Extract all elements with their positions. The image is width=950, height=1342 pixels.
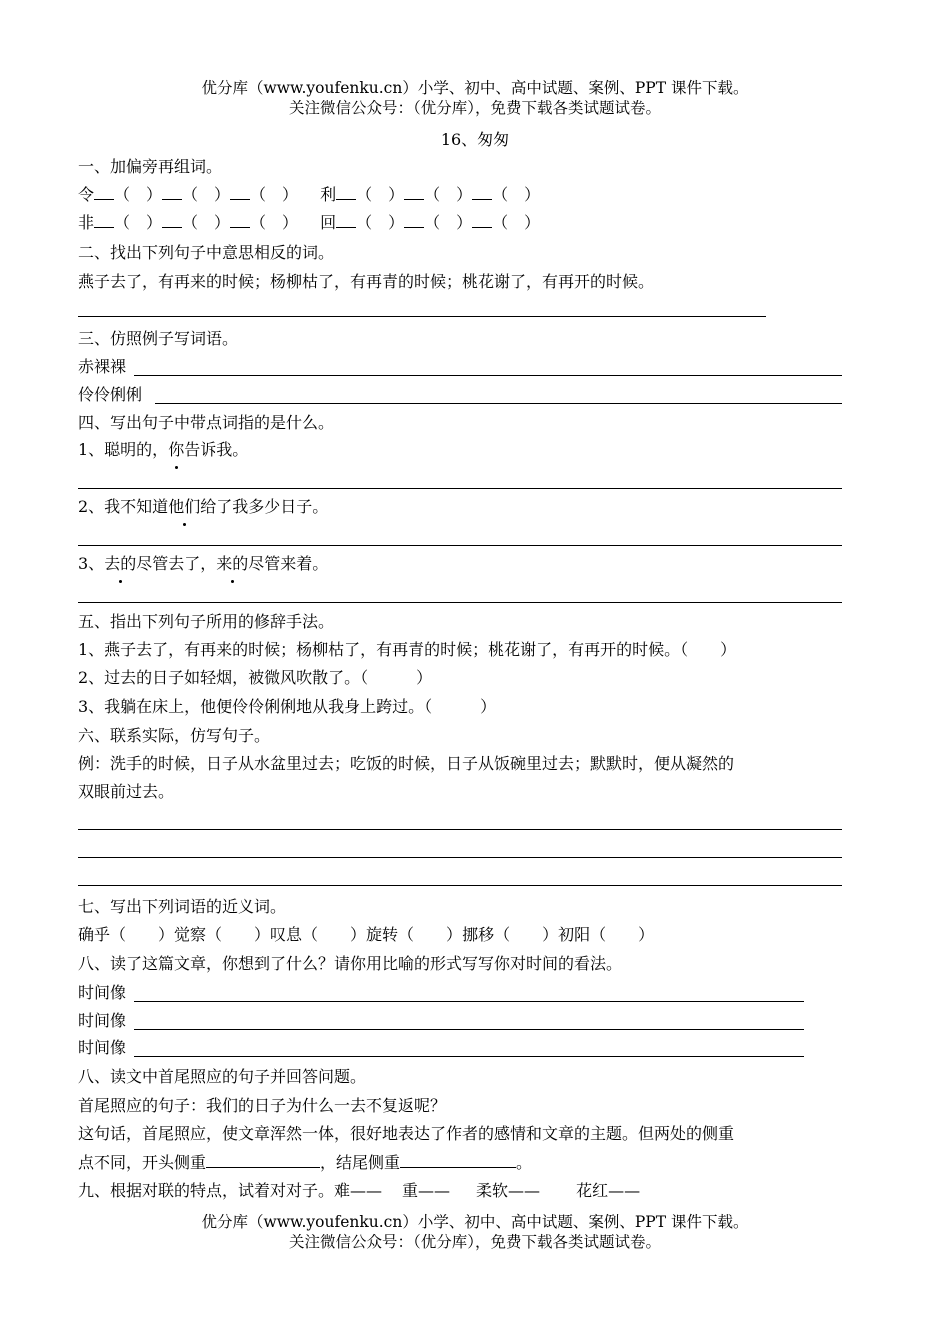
q3-text: 尽管去了， xyxy=(136,554,217,573)
paren: （ ） xyxy=(424,185,473,204)
answer-blank[interactable] xyxy=(94,185,114,200)
answer-blank[interactable] xyxy=(336,185,356,200)
answer-blank[interactable] xyxy=(472,213,492,228)
answer-blank[interactable] xyxy=(404,213,424,228)
section-4-q3 xyxy=(78,554,328,574)
section-5-q2: 2、过去的日子如轻烟，被微风吹散了。（ ） xyxy=(78,668,433,687)
footer-line-1: 优分库（www.youfenku.cn）小学、初中、高中试题、案例、PPT 课件下载。 xyxy=(201,1213,749,1231)
section-4-heading: 四、写出句子中带点词指的是什么。 xyxy=(78,413,335,432)
couplet-item: 重—— xyxy=(402,1181,451,1200)
q2-text: 2、我不知道 xyxy=(78,497,169,516)
section-1-row-1 xyxy=(78,185,540,205)
answer-line[interactable] xyxy=(134,1056,804,1057)
paren: （ ） xyxy=(114,213,163,232)
answer-line[interactable] xyxy=(78,545,842,546)
answer-blank[interactable] xyxy=(162,185,182,200)
answer-blank[interactable] xyxy=(206,1153,320,1168)
section-6-heading: 六、联系实际，仿写句子。 xyxy=(78,726,271,745)
section-1-row-2 xyxy=(78,213,540,233)
answer-blank[interactable] xyxy=(230,213,250,228)
synonym-item: 初阳（ ） xyxy=(558,925,655,944)
section-6-example-2: 双眼前过去。 xyxy=(78,782,175,801)
section-7-words xyxy=(78,925,654,945)
answer-blank[interactable] xyxy=(230,185,250,200)
couplet-item: 花红—— xyxy=(576,1181,641,1200)
header-line-2: 关注微信公众号：（优分库），免费下载各类试题试卷。 xyxy=(288,99,661,117)
metaphor-prompt: 时间像 xyxy=(78,1038,127,1057)
page-title: 16、匆匆 xyxy=(440,130,510,149)
synonym-item: 觉察（ ） xyxy=(174,925,271,944)
answer-blank[interactable] xyxy=(162,213,182,228)
paren: （ ） xyxy=(492,213,541,232)
answer-line[interactable] xyxy=(134,1029,804,1030)
paren: （ ） xyxy=(250,185,299,204)
row2-char-b: 回 xyxy=(320,213,337,232)
answer-line[interactable] xyxy=(78,885,842,886)
synonym-item: 确乎（ ） xyxy=(78,925,175,944)
section-8-heading: 八、读了这篇文章，你想到了什么？请你用比喻的形式写写你对时间的看法。 xyxy=(78,954,623,973)
section-1-heading: 一、加偏旁再组词。 xyxy=(78,157,223,176)
q2-text: 给了我多少日子。 xyxy=(200,497,329,516)
paren: （ ） xyxy=(182,185,231,204)
section-3-word-1: 赤裸裸 xyxy=(78,357,127,376)
line3-text: 。 xyxy=(516,1153,533,1172)
section-4-q1 xyxy=(78,440,248,460)
section-2-heading: 二、找出下列句子中意思相反的词。 xyxy=(78,243,335,262)
answer-line[interactable] xyxy=(155,403,842,404)
section-5-heading: 五、指出下列句子所用的修辞手法。 xyxy=(78,612,335,631)
section-9 xyxy=(78,1181,640,1201)
paren: （ ） xyxy=(356,213,405,232)
row2-char-a: 非 xyxy=(78,213,95,232)
answer-line[interactable] xyxy=(78,829,842,830)
couplet-item: 柔软—— xyxy=(476,1181,541,1200)
synonym-item: 旋转（ ） xyxy=(366,925,463,944)
paren: （ ） xyxy=(492,185,541,204)
section-8b-line-1: 首尾照应的句子：我们的日子为什么一去不复返呢？ xyxy=(78,1096,447,1115)
section-4-q2 xyxy=(78,497,328,517)
metaphor-prompt: 时间像 xyxy=(78,983,127,1002)
line3-text: ，结尾侧重 xyxy=(320,1153,401,1172)
section-7-heading: 七、写出下列词语的近义词。 xyxy=(78,897,287,916)
answer-blank[interactable] xyxy=(400,1153,516,1168)
section-8b-line-3 xyxy=(78,1153,532,1173)
section-5-q1: 1、燕子去了，有再来的时候；杨柳枯了，有再青的时候；桃花谢了，有再开的时候。（ ） xyxy=(78,640,737,659)
section-6-example-1: 例：洗手的时候，日子从水盆里过去；吃饭的时候，日子从饭碗里过去；默默时，便从凝然的 xyxy=(78,754,735,773)
answer-blank[interactable] xyxy=(336,213,356,228)
section-8b-heading: 八、读文中首尾照应的句子并回答问题。 xyxy=(78,1067,367,1086)
q3-text: 3、 xyxy=(78,554,105,573)
paren: （ ） xyxy=(182,213,231,232)
header-line-1: 优分库（www.youfenku.cn）小学、初中、高中试题、案例、PPT 课件下载。 xyxy=(201,79,749,97)
section-9-heading: 九、根据对联的特点，试着对对子。 xyxy=(78,1181,335,1200)
answer-line[interactable] xyxy=(134,1001,804,1002)
q3-text: 尽管来着。 xyxy=(248,554,329,573)
paren: （ ） xyxy=(114,185,163,204)
dotted-word: 他们 xyxy=(168,497,201,516)
line3-text: 点不同，开头侧重 xyxy=(78,1153,207,1172)
couplet-item: 难—— xyxy=(334,1181,383,1200)
section-3-heading: 三、仿照例子写词语。 xyxy=(78,329,239,348)
paren: （ ） xyxy=(356,185,405,204)
section-2-sentence: 燕子去了，有再来的时候；杨柳枯了，有再青的时候；桃花谢了，有再开的时候。 xyxy=(78,272,655,291)
answer-line[interactable] xyxy=(78,857,842,858)
section-8b-line-2: 这句话，首尾照应，使文章浑然一体，很好地表达了作者的感情和文章的主题。但两处的侧重 xyxy=(78,1124,735,1143)
row1-char-b: 利 xyxy=(320,185,337,204)
paren: （ ） xyxy=(250,213,299,232)
dotted-word: 去的 xyxy=(104,554,137,573)
answer-blank[interactable] xyxy=(404,185,424,200)
answer-blank[interactable] xyxy=(94,213,114,228)
dotted-word: 你 xyxy=(168,440,185,459)
section-5-q3: 3、我躺在床上，他便伶伶俐俐地从我身上跨过。（ ） xyxy=(78,697,497,716)
synonym-item: 挪移（ ） xyxy=(462,925,559,944)
q1-text: 告诉我。 xyxy=(184,440,249,459)
dotted-word: 来的 xyxy=(216,554,249,573)
answer-blank[interactable] xyxy=(472,185,492,200)
row1-char-a: 令 xyxy=(78,185,95,204)
footer-line-2: 关注微信公众号：（优分库），免费下载各类试题试卷。 xyxy=(288,1233,661,1251)
answer-line[interactable] xyxy=(78,488,842,489)
answer-line[interactable] xyxy=(78,602,842,603)
paren: （ ） xyxy=(424,213,473,232)
q1-text: 1、聪明的， xyxy=(78,440,169,459)
synonym-item: 叹息（ ） xyxy=(270,925,367,944)
answer-line[interactable] xyxy=(134,375,842,376)
section-3-word-2: 伶伶俐俐 xyxy=(78,385,143,404)
answer-line[interactable] xyxy=(78,316,766,317)
metaphor-prompt: 时间像 xyxy=(78,1011,127,1030)
